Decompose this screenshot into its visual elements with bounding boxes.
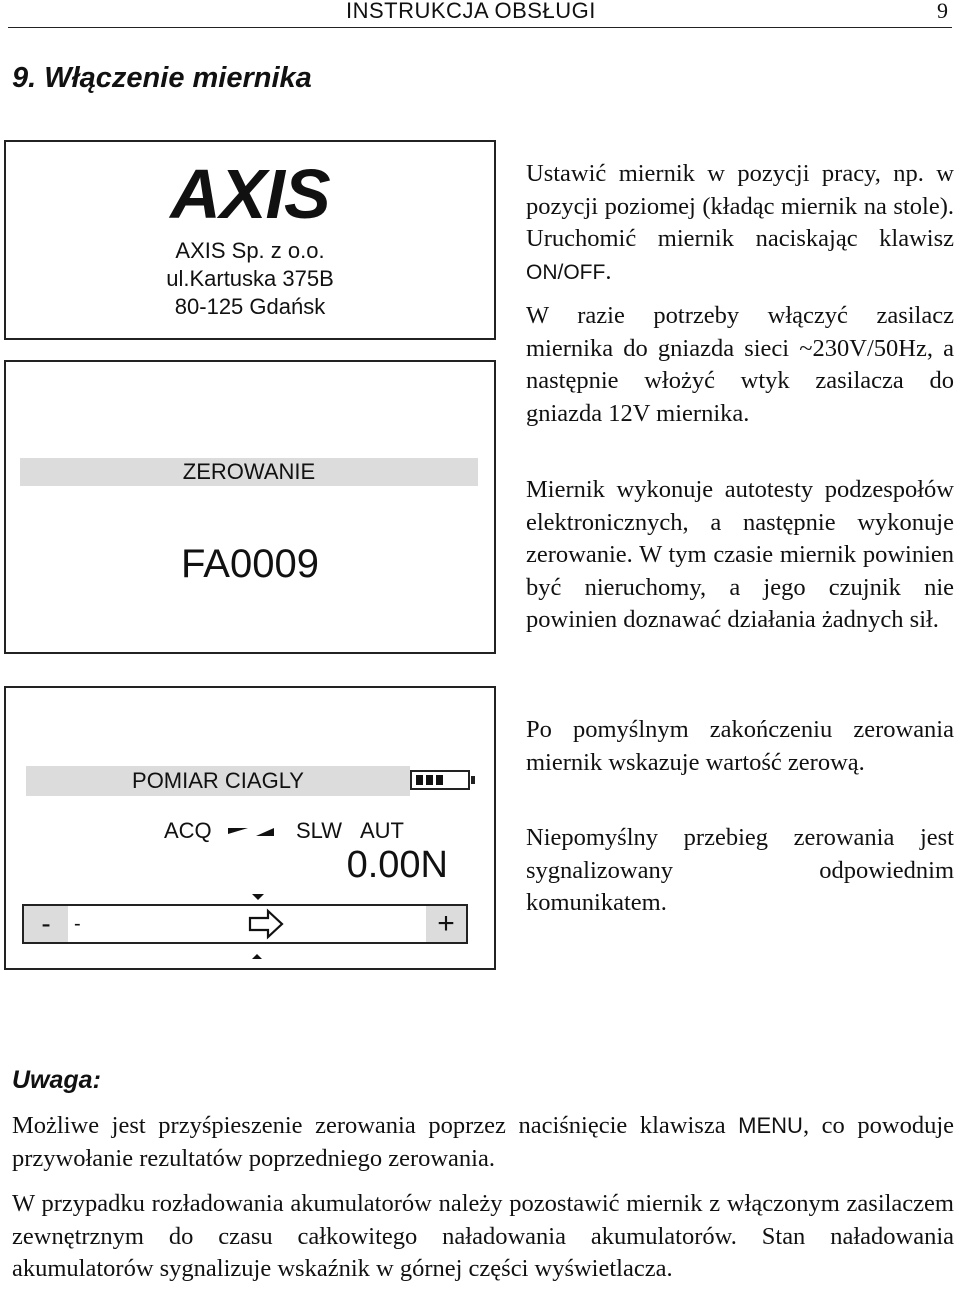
slider-tick: - xyxy=(74,913,81,935)
pointer-up-icon xyxy=(252,954,262,959)
battery-cell xyxy=(416,775,423,785)
pointer-down-icon xyxy=(252,894,264,900)
battery-cell xyxy=(426,775,433,785)
measurement-screen xyxy=(4,686,496,970)
axis-logo: AXIS xyxy=(170,155,330,233)
zeroing-status-bar: ZEROWANIE xyxy=(20,458,478,486)
slider-track xyxy=(22,904,468,944)
splash-screen xyxy=(4,140,496,340)
section-title: 9. Włączenie miernika xyxy=(12,62,312,94)
battery-cell xyxy=(436,775,443,785)
plus-button[interactable]: + xyxy=(426,906,466,942)
paragraph-selftest: Miernik wykonuje autotesty podzespołów elektronicznych, a następnie wykonuje zerowanie. W tym czasie miernik powinien być nieruchomy, a jego czujnik nie powinien doznawać działania żadnych sił. xyxy=(526,476,954,633)
left-wedge-icon xyxy=(228,828,248,834)
note-paragraph-menu xyxy=(12,1110,954,1175)
mode-status-bar: POMIAR CIAGLY xyxy=(26,766,410,796)
slw-indicator: SLW xyxy=(296,818,343,843)
note-title: Uwaga: xyxy=(12,1066,101,1094)
paragraph-setup xyxy=(526,158,954,289)
aut-indicator: AUT xyxy=(360,818,404,843)
paragraph-setup-end: . xyxy=(605,257,612,285)
paragraph-failure: Niepomyślny przebieg zerowania jest sygnalizowany odpowiednim komunikatem. xyxy=(526,824,954,916)
note-menu-end: , co powoduje przywołanie rezultatów poprzedniego zerowania. xyxy=(12,1112,955,1172)
battery-icon xyxy=(410,770,470,790)
header-title: INSTRUKCJA OBSŁUGI xyxy=(346,0,596,23)
paragraph-power: W razie potrzeby włączyć zasilacz miernika do gniazda sieci ~230V/50Hz, a następnie włożyć wtyk zasilacza do gniazda 12V miernika. xyxy=(526,302,954,427)
note-paragraph-battery: W przypadku rozładowania akumulatorów należy pozostawić miernik z włączonym zasilaczem zewnętrznym do czasu całkowitego naładowania akumulatorów. Stan naładowania akumulatorów sygnalizuje wskaźnik w górnej części wyświetlacza. xyxy=(12,1190,954,1282)
right-wedge-icon xyxy=(256,828,274,836)
paragraph-success: Po pomyślnym zakończeniu zerowania miernik wskazuje wartość zerową. xyxy=(526,716,954,776)
note-menu-text: Możliwe jest przyśpieszenie zerowania poprzez naciśnięcie klawisza xyxy=(12,1112,739,1139)
minus-button[interactable]: - xyxy=(24,906,68,942)
force-reading: 0.00N xyxy=(346,844,448,886)
onoff-key-label: ON/OFF xyxy=(526,260,606,284)
paragraph-setup-text: Ustawić miernik w pozycji pracy, np. w pozycji poziomej (kładąc miernik na stole). Uruchomić miernik naciskając klawisz xyxy=(526,160,954,252)
menu-key-label: MENU xyxy=(738,1113,803,1138)
battery-tip xyxy=(471,776,475,784)
company-city: 80-125 Gdańsk xyxy=(174,294,326,319)
hollow-right-arrow-icon xyxy=(246,908,286,940)
page-number: 9 xyxy=(937,0,948,23)
company-name: AXIS Sp. z o.o. xyxy=(175,238,325,263)
device-code: FA0009 xyxy=(181,542,319,586)
header-rule xyxy=(8,27,952,28)
zeroing-screen xyxy=(4,360,496,654)
company-street: ul.Kartuska 375B xyxy=(166,266,334,291)
acq-indicator: ACQ xyxy=(164,818,212,843)
